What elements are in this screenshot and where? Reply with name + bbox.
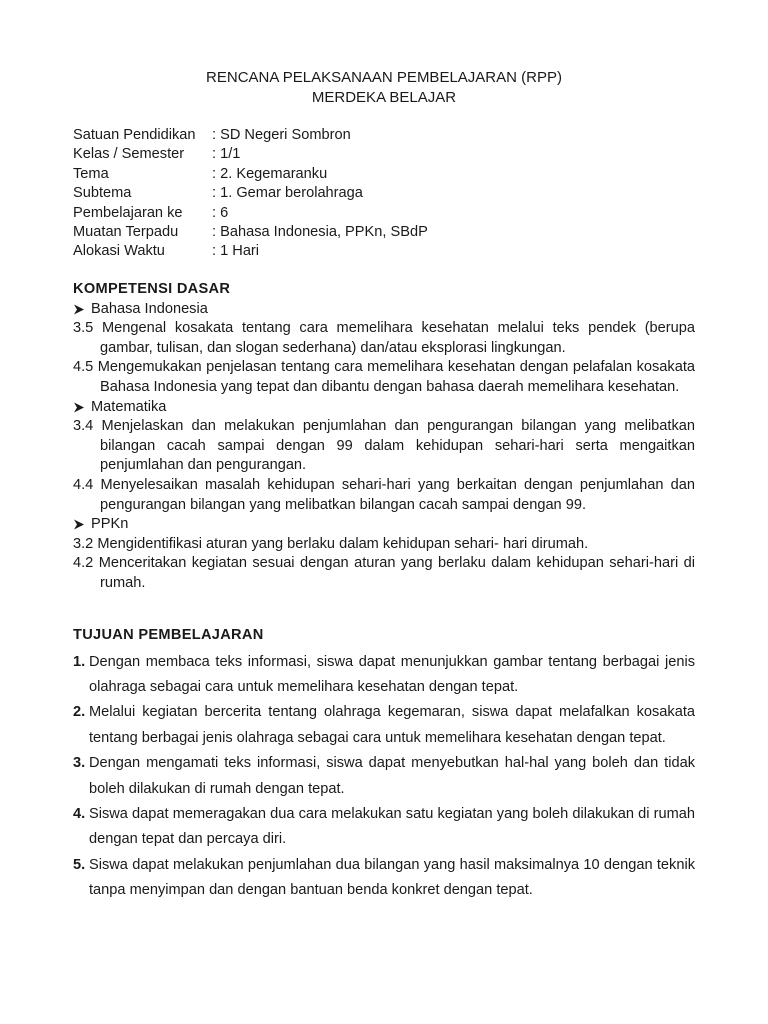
competency-item: 4.2 Menceritakan kegiatan sesuai dengan aturan yang berlaku dalam kehidupan sehari-hari di rumah.	[73, 555, 695, 591]
subject-name: Bahasa Indonesia	[91, 300, 208, 317]
identity-value: : Bahasa Indonesia, PPKn, SBdP	[212, 223, 428, 240]
list-item	[73, 700, 695, 751]
kompetensi-dasar-section	[73, 280, 695, 594]
arrowhead-bullet-icon	[73, 402, 91, 413]
identity-value: : 1/1	[212, 146, 241, 163]
subject-heading	[73, 300, 695, 320]
title-line-1: RENCANA PELAKSANAAN PEMBELAJARAN (RPP)	[206, 69, 562, 86]
goal-number: 1.	[73, 653, 86, 670]
title-line-2: MERDEKA BELAJAR	[311, 89, 457, 106]
competency-item: 3.2 Mengidentifikasi aturan yang berlaku dalam kehidupan sehari- hari dirumah.	[73, 535, 589, 552]
goal-text: Siswa dapat memeragakan dua cara melakukan satu kegiatan yang boleh dilakukan di rumah dengan tepat dan percaya diri.	[89, 806, 695, 848]
identity-row	[73, 223, 428, 242]
list-item	[73, 650, 695, 701]
identity-row	[73, 204, 428, 223]
identity-value: : 1. Gemar berolahraga	[212, 185, 363, 202]
identity-label: Alokasi Waktu	[73, 243, 165, 260]
identity-row	[73, 242, 428, 261]
goal-number: 3.	[73, 755, 86, 772]
goal-number: 5.	[73, 856, 86, 873]
identity-table	[73, 126, 428, 262]
list-item	[73, 802, 695, 853]
competency-item: 4.4 Menyelesaikan masalah kehidupan sehari-hari yang berkaitan dengan penjumlahan dan pengurangan bilangan yang melibatkan bilangan cacah sampai dengan 99.	[73, 476, 695, 513]
goal-text: Melalui kegiatan bercerita tentang olahraga kegemaran, siswa dapat melafalkan kosakata tentang berbagai jenis olahraga sebagai cara untuk memelihara kesehatan dengan tepat.	[89, 704, 695, 746]
document-title	[0, 68, 768, 108]
goal-number: 2.	[73, 704, 86, 721]
identity-label: Pembelajaran ke	[73, 204, 183, 221]
identity-value: : 1 Hari	[212, 243, 260, 260]
subject-heading	[73, 398, 695, 418]
competency-item: 4.5 Mengemukakan penjelasan tentang cara memelihara kesehatan dengan pelafalan kosakata Bahasa Indonesia yang tepat dan dibantu dengan bahasa daerah memelihara kesehatan.	[73, 359, 695, 395]
identity-label: Subtema	[73, 185, 132, 202]
competency-item: 3.5 Mengenal kosakata tentang cara memelihara kesehatan melalui teks pendek (berupa gambar, tulisan, dan slogan sederhana) dan/atau eksplorasi lingkungan.	[73, 320, 695, 356]
goal-number: 4.	[73, 806, 86, 823]
identity-label: Tema	[73, 165, 109, 182]
identity-value: : 2. Kegemaranku	[212, 165, 328, 182]
subject-name: PPKn	[91, 516, 129, 533]
goal-list	[73, 650, 695, 904]
competency-item: 3.4 Menjelaskan dan melakukan penjumlahan dan pengurangan bilangan yang melibatkan bilangan cacah sampai dengan 99 dalam kehidupan sehari-hari serta mengaitkan penjumlahan dan pengurangan.	[73, 418, 695, 474]
identity-value: : SD Negeri Sombron	[212, 127, 351, 143]
tujuan-pembelajaran-section	[73, 626, 695, 904]
identity-row	[73, 126, 428, 145]
arrowhead-bullet-icon	[73, 519, 91, 530]
list-item	[73, 751, 695, 802]
identity-label: Satuan Pendidikan	[73, 127, 196, 143]
goal-text: Dengan mengamati teks informasi, siswa dapat menyebutkan hal-hal yang boleh dan tidak boleh dilakukan di rumah dengan tepat.	[89, 755, 695, 797]
arrowhead-bullet-icon	[73, 304, 91, 315]
identity-value: : 6	[212, 204, 229, 221]
section-heading: KOMPETENSI DASAR	[73, 281, 231, 297]
section-heading: TUJUAN PEMBELAJARAN	[73, 627, 264, 643]
identity-label: Kelas / Semester	[73, 146, 185, 163]
list-item	[73, 853, 695, 904]
subject-name: Matematika	[91, 398, 167, 415]
goal-text: Siswa dapat melakukan penjumlahan dua bilangan yang hasil maksimalnya 10 dengan teknik tanpa menyimpan dan dengan bantuan benda konkret dengan tepat.	[89, 856, 695, 899]
subject-heading	[73, 515, 695, 535]
identity-row	[73, 165, 428, 184]
identity-row	[73, 145, 428, 164]
identity-row	[73, 184, 428, 203]
identity-label: Muatan Terpadu	[73, 223, 179, 240]
goal-text: Dengan membaca teks informasi, siswa dapat menunjukkan gambar tentang berbagai jenis olahraga sebagai cara untuk memelihara kesehatan dengan tepat.	[89, 653, 695, 695]
